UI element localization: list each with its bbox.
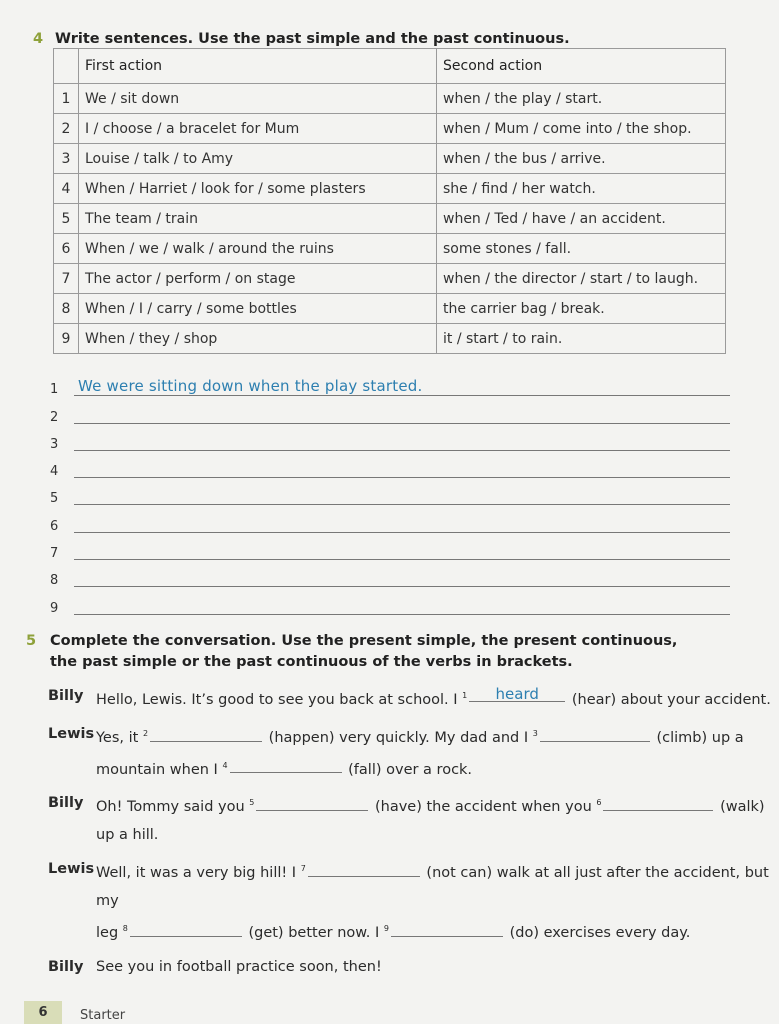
answer-line-number: 8 xyxy=(50,573,59,589)
answer-line[interactable] xyxy=(40,454,740,481)
second-action-cell: when / the bus / arrive. xyxy=(437,144,726,174)
answer-line[interactable] xyxy=(40,427,740,454)
blank-number: 4 xyxy=(222,760,228,770)
table-row xyxy=(54,84,726,114)
row-number-cell: 5 xyxy=(54,204,79,234)
speech-segment: (walk) xyxy=(720,799,765,816)
first-action-cell: Louise / talk / to Amy xyxy=(79,144,437,174)
table-row xyxy=(54,264,726,294)
answer-line[interactable] xyxy=(40,399,740,426)
conversation-turn xyxy=(48,720,778,784)
speech-segment: Well, it was a very big hill! I xyxy=(96,865,297,882)
section-label: Starter xyxy=(80,1008,126,1023)
second-action-cell: when / the play / start. xyxy=(437,84,726,114)
speech-segment: (fall) over a rock. xyxy=(348,761,473,778)
blank-number: 6 xyxy=(596,798,602,808)
answer-lines xyxy=(40,372,740,618)
table-row xyxy=(54,174,726,204)
answer-line[interactable] xyxy=(40,508,740,535)
speech-text xyxy=(96,682,778,714)
answer-blank-6[interactable] xyxy=(603,794,713,811)
table-row xyxy=(54,114,726,144)
answer-rule xyxy=(74,614,730,615)
answer-blank-5[interactable] xyxy=(256,794,368,811)
blank-number: 8 xyxy=(122,924,128,934)
row-number-cell: 7 xyxy=(54,264,79,294)
answer-rule xyxy=(74,504,730,505)
speech-segment: (hear) about your accident. xyxy=(571,691,771,708)
row-number-cell: 9 xyxy=(54,324,79,354)
exercise-number: 4 xyxy=(33,31,44,47)
answer-rule xyxy=(74,450,730,451)
speech-segment: Hello, Lewis. It’s good to see you back at school. I xyxy=(96,691,458,708)
answer-line-number: 5 xyxy=(50,491,59,507)
speech-segment: See you in football practice soon, then! xyxy=(96,958,382,975)
second-action-cell: when / the director / start / to laugh. xyxy=(437,264,726,294)
second-action-cell: it / start / to rain. xyxy=(437,324,726,354)
answer-line-number: 4 xyxy=(50,464,59,480)
row-number-cell: 8 xyxy=(54,294,79,324)
answer-line[interactable] xyxy=(40,536,740,563)
row-number-cell: 2 xyxy=(54,114,79,144)
speaker-name: Lewis xyxy=(48,861,95,878)
table-header-row xyxy=(54,49,726,84)
answer-rule xyxy=(74,586,730,587)
exercise-instruction-line-2: the past simple or the past continuous of the verbs in brackets. xyxy=(50,654,573,670)
table-row xyxy=(54,234,726,264)
speech-text xyxy=(96,789,778,849)
table-row xyxy=(54,144,726,174)
speech-text xyxy=(96,953,778,981)
speech-segment: mountain when I xyxy=(96,761,218,778)
speech-segment: Yes, it xyxy=(96,729,139,746)
second-action-cell: she / find / her watch. xyxy=(437,174,726,204)
answer-rule xyxy=(74,395,730,396)
exercise-instruction: Write sentences. Use the past simple and the past continuous. xyxy=(55,31,570,47)
second-action-cell: some stones / fall. xyxy=(437,234,726,264)
answer-blank-7[interactable] xyxy=(308,860,420,877)
answer-blank-3[interactable] xyxy=(540,725,650,742)
answer-line-number: 1 xyxy=(50,382,59,398)
row-number-cell: 1 xyxy=(54,84,79,114)
conversation-turn xyxy=(48,789,778,849)
answer-rule xyxy=(74,559,730,560)
first-action-cell: The team / train xyxy=(79,204,437,234)
actions-table xyxy=(53,48,726,354)
answer-line-number: 6 xyxy=(50,518,59,534)
exercise-5-heading xyxy=(26,631,677,673)
speaker-name: Billy xyxy=(48,795,84,812)
conversation-turn xyxy=(48,953,778,981)
blank-number: 9 xyxy=(383,924,389,934)
answer-rule xyxy=(74,532,730,533)
answer-blank-1[interactable] xyxy=(469,685,565,702)
conversation xyxy=(48,682,778,987)
answer-rule xyxy=(74,477,730,478)
speech-segment: up a hill. xyxy=(96,827,159,844)
speaker-name: Billy xyxy=(48,958,84,975)
speech-segment: (happen) very quickly. My dad and I xyxy=(268,729,529,746)
blank-number: 1 xyxy=(462,691,468,700)
blank-number: 3 xyxy=(532,728,538,738)
answer-line-number: 9 xyxy=(50,600,59,616)
exercise-instruction-line-1: Complete the conversation. Use the present simple, the present continuous, xyxy=(50,633,678,649)
answer-blank-4[interactable] xyxy=(230,756,342,773)
speaker-name: Billy xyxy=(48,688,84,704)
first-action-cell: I / choose / a bracelet for Mum xyxy=(79,114,437,144)
speaker-name: Lewis xyxy=(48,725,95,742)
first-action-cell: When / Harriet / look for / some plasters xyxy=(79,174,437,204)
speech-text xyxy=(96,855,778,947)
header-second-action: Second action xyxy=(437,49,726,84)
answer-blank-8[interactable] xyxy=(130,920,242,937)
first-action-cell: We / sit down xyxy=(79,84,437,114)
conversation-turn xyxy=(48,682,778,714)
answer-line[interactable] xyxy=(40,372,740,399)
exercise-4-heading xyxy=(33,31,570,47)
answer-blank-2[interactable] xyxy=(150,725,262,742)
table-row xyxy=(54,204,726,234)
table-row xyxy=(54,294,726,324)
answer-line-number: 7 xyxy=(50,546,59,562)
blank-number: 2 xyxy=(142,728,149,738)
speech-segment: (climb) up a xyxy=(656,729,744,746)
handwritten-answer: We were sitting down when the play started. xyxy=(78,377,423,396)
speech-segment: leg xyxy=(96,924,119,941)
table-corner-cell xyxy=(54,49,79,84)
answer-line[interactable] xyxy=(40,481,740,508)
speech-segment: (do) exercises every day. xyxy=(509,924,691,941)
speech-segment: (get) better now. I xyxy=(248,924,380,941)
speech-segment: (have) the accident when you xyxy=(374,799,592,816)
speech-text xyxy=(96,720,778,784)
table-row xyxy=(54,324,726,354)
header-first-action: First action xyxy=(79,49,437,84)
answer-line-number: 2 xyxy=(50,409,59,425)
speech-segment: Oh! Tommy said you xyxy=(96,799,245,816)
blank-number: 5 xyxy=(249,798,255,808)
second-action-cell: when / Mum / come into / the shop. xyxy=(437,114,726,144)
first-action-cell: When / I / carry / some bottles xyxy=(79,294,437,324)
first-action-cell: The actor / perform / on stage xyxy=(79,264,437,294)
second-action-cell: the carrier bag / break. xyxy=(437,294,726,324)
blank-number: 7 xyxy=(300,864,306,874)
row-number-cell: 6 xyxy=(54,234,79,264)
answer-blank-9[interactable] xyxy=(391,920,503,937)
page-number: 6 xyxy=(24,1001,62,1024)
first-action-cell: When / we / walk / around the ruins xyxy=(79,234,437,264)
answer-line[interactable] xyxy=(40,590,740,617)
answer-rule xyxy=(74,423,730,424)
answer-line[interactable] xyxy=(40,563,740,590)
first-action-cell: When / they / shop xyxy=(79,324,437,354)
conversation-turn xyxy=(48,855,778,947)
second-action-cell: when / Ted / have / an accident. xyxy=(437,204,726,234)
row-number-cell: 4 xyxy=(54,174,79,204)
row-number-cell: 3 xyxy=(54,144,79,174)
speech-segment: (not can) walk at all just after the accident, but my xyxy=(96,865,769,910)
filled-answer: heard xyxy=(495,684,539,703)
exercise-number: 5 xyxy=(26,633,37,649)
answer-line-number: 3 xyxy=(50,436,59,452)
